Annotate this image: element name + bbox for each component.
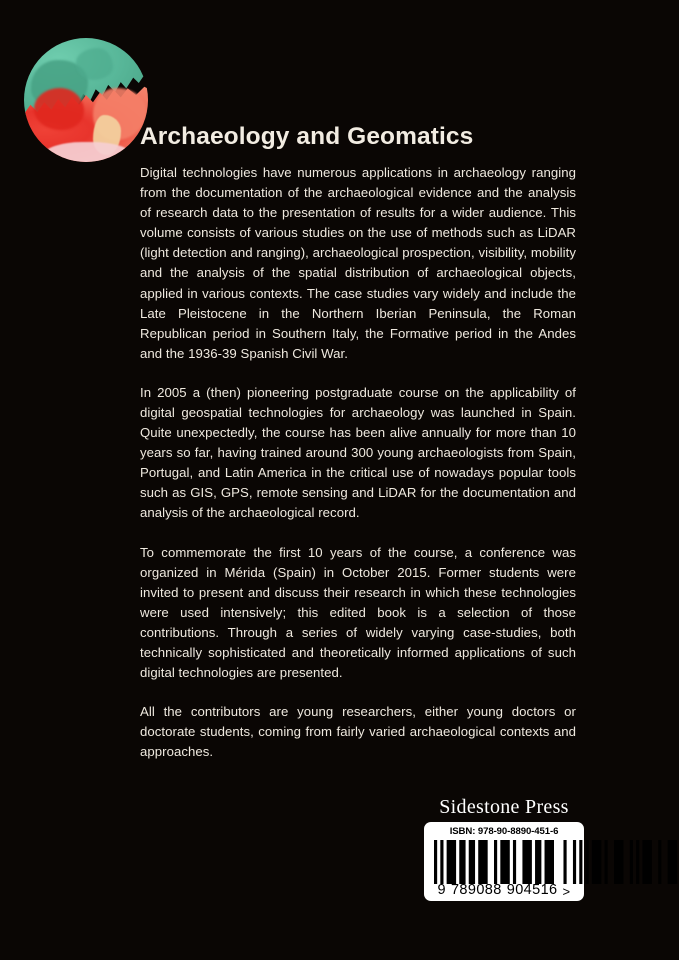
blurb-paragraph-2: In 2005 a (then) pioneering postgraduate course on the applicability of digital geospatial technologies for archaeology was launched in Spain. Quite unexpectedly, the course has been alive annually for more than 10 years so far, having trained around 300 young archaeologists from Spain, Portugal, and Latin America in the critical use of nowadays popular tools such as GIS, GPS, remote sensing and LiDAR for the documentation and analysis of the archaeological record.: [140, 384, 576, 521]
globe-logo: [24, 38, 148, 162]
blurb-text: [140, 163, 576, 763]
isbn-label: ISBN: 978-90-8890-451-6: [449, 826, 559, 837]
cover-text-block: [140, 124, 576, 762]
publisher-name: Sidestone Press: [439, 796, 569, 818]
publisher-block: [424, 797, 584, 901]
blurb-paragraph-1: Digital technologies have numerous applications in archaeology ranging from the documentation of the archaeological evidence and the analysis of research data to the presentation of results for a wider audience. This volume consists of various studies on the use of methods such as LiDAR (light detection and ranging), archaeological prospection, visibility, mobility and the analysis of the spatial distribution of archaeological objects, applied in various contexts. The case studies vary widely and include the Late Pleistocene in the Northern Iberian Peninsula, the Roman Republican period in Southern Italy, the Formative period in the Andes and the 1936-39 Spanish Civil War.: [140, 164, 576, 361]
barcode-lead-digit: 9: [437, 882, 446, 898]
globe-pink-patch: [41, 142, 133, 162]
barcode-digits: [424, 883, 584, 898]
barcode-right-group: 904516: [506, 882, 558, 898]
barcode-left-group: 789088: [450, 882, 502, 898]
barcode-bars: [434, 840, 679, 884]
blurb-paragraph-4: All the contributors are young researchers, either young doctors or doctorate students, coming from fairly varied archaeological contexts and approaches.: [140, 704, 576, 760]
globe-teal-shade-secondary: [76, 48, 113, 80]
globe-shape: [24, 38, 148, 162]
barcode-guard-mark: >: [562, 883, 571, 899]
blurb-paragraph-3: To commemorate the first 10 years of the course, a conference was organized in Mérida (Spain) in October 2015. Former students were invited to present and discuss their research in which these technologies were used intensively; this edited book is a selection of those contributions. Through a series of widely varying case-studies, both technically sophisticated and theoretically informed applications of such digital technologies are presented.: [140, 544, 576, 681]
page-title: Archaeology and Geomatics: [140, 123, 474, 150]
globe-red-dark-patch: [34, 88, 84, 130]
barcode-box: [424, 822, 584, 901]
